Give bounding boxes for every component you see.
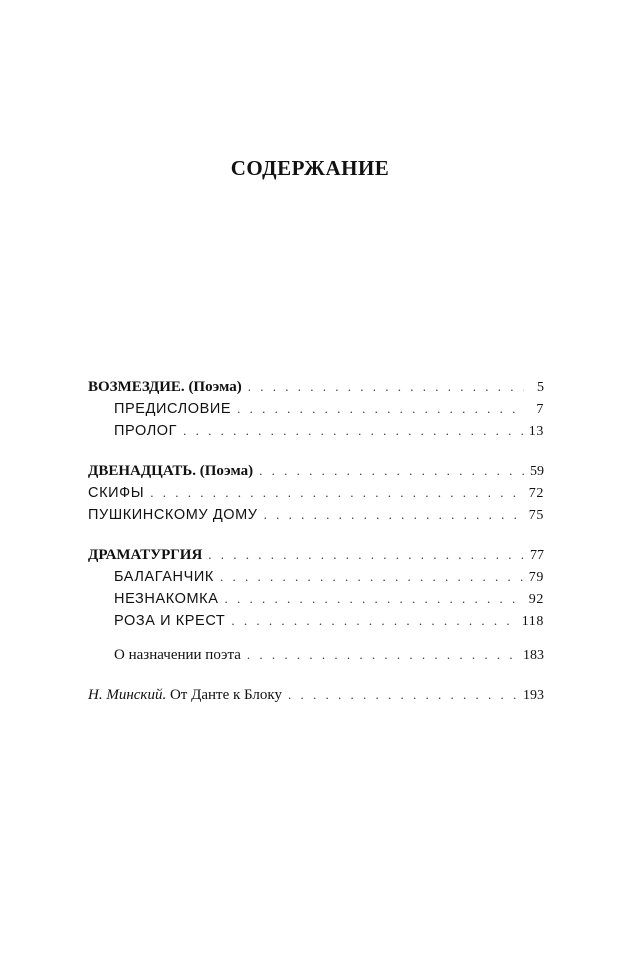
page-number: 92: [528, 592, 544, 607]
toc-entry-title: СКИФЫ: [88, 485, 145, 501]
page-number: 72: [528, 486, 544, 501]
toc-entry-dvenadtsat: [88, 460, 544, 482]
toc-entry-title: ПРОЛОГ: [114, 423, 178, 439]
dot-leader: [259, 460, 524, 482]
dot-leader: [264, 504, 523, 526]
page-number: 183: [523, 648, 544, 663]
toc-entry-title: ДВЕНАДЦАТЬ. (Поэма): [88, 463, 254, 479]
dot-leader: [224, 588, 522, 610]
page-number: 75: [528, 508, 544, 523]
toc-entry-pushkinskomu-domu: [88, 504, 544, 526]
table-of-contents: [88, 376, 544, 706]
dot-leader: [231, 610, 515, 632]
toc-entry-minsky: [88, 684, 544, 706]
toc-entry-predislovie: [88, 398, 544, 420]
toc-entry-title: БАЛАГАНЧИК: [114, 569, 214, 585]
toc-entry-skify: [88, 482, 544, 504]
toc-entry-prolog: [88, 420, 544, 442]
page-title: СОДЕРЖАНИЕ: [230, 156, 390, 180]
toc-entry-neznakomka: [88, 588, 544, 610]
toc-entry-title: ДРАМАТУРГИЯ: [88, 547, 203, 563]
toc-entry-vozmezdie: [88, 376, 544, 398]
dot-leader: [150, 482, 523, 504]
toc-entry-o-naznachenii-poeta: [88, 644, 544, 666]
dot-leader: [247, 644, 517, 666]
page-number: 77: [530, 548, 544, 563]
toc-entry-title: ПУШКИНСКОМУ ДОМУ: [88, 507, 258, 523]
dot-leader: [248, 376, 524, 398]
dot-leader: [208, 544, 524, 566]
toc-entry-title: О назначении поэта: [114, 647, 241, 663]
page-number: 5: [537, 380, 544, 395]
dot-leader: [183, 420, 523, 442]
author-name: Н. Минский.: [88, 687, 167, 703]
toc-entry-title: Н. Минский. От Данте к Блоку: [88, 687, 282, 703]
page-number: 193: [523, 688, 544, 703]
page-number: 59: [530, 464, 544, 479]
dot-leader: [220, 566, 523, 588]
toc-entry-title: ПРЕДИСЛОВИЕ: [114, 401, 232, 417]
page-number: 13: [528, 424, 544, 439]
toc-entry-title: ВОЗМЕЗДИЕ. (Поэма): [88, 379, 242, 395]
dot-leader: [288, 684, 517, 706]
dot-leader: [237, 398, 524, 420]
toc-entry-title: НЕЗНАКОМКА: [114, 591, 219, 607]
toc-entry-balaganchik: [88, 566, 544, 588]
toc-entry-roza-i-krest: [88, 610, 544, 632]
toc-entry-dramaturgiya: [88, 544, 544, 566]
toc-entry-title: РОЗА И КРЕСТ: [114, 613, 226, 629]
page-number: 79: [528, 570, 544, 585]
page-number: 7: [536, 402, 544, 417]
page-number: 118: [521, 614, 544, 629]
